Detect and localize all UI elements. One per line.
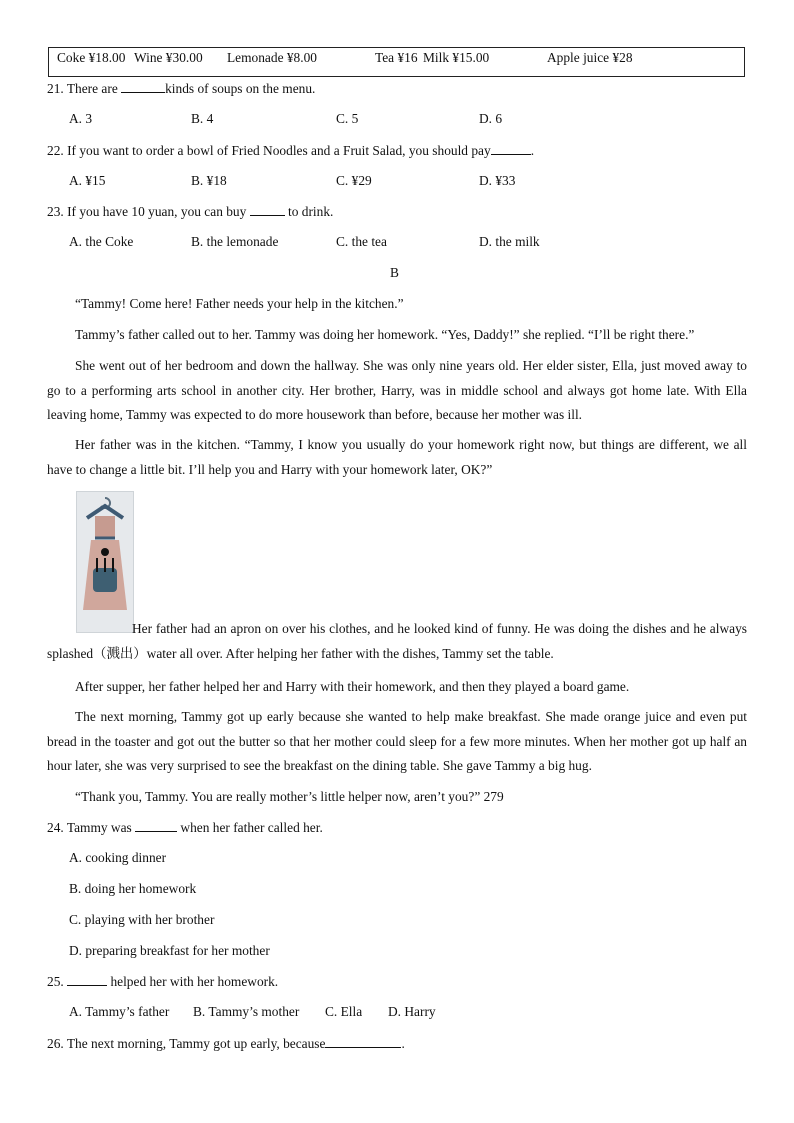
section-heading: B [390, 265, 399, 280]
question-23: 23. If you have 10 yuan, you can buy to drink. [47, 204, 334, 219]
q25-option-a[interactable]: A. Tammy’s father [69, 1004, 170, 1019]
q25-option-d[interactable]: D. Harry [388, 1004, 436, 1019]
q23-option-a[interactable]: A. the Coke [69, 234, 134, 249]
q22-option-d[interactable]: D. ¥33 [479, 173, 516, 188]
q24-option-c[interactable]: C. playing with her brother [69, 912, 215, 927]
question-24: 24. Tammy was when her father called her. [47, 820, 323, 835]
apron-illustration [77, 492, 133, 632]
q21-option-b[interactable]: B. 4 [191, 111, 214, 126]
q22-option-b[interactable]: B. ¥18 [191, 173, 227, 188]
passage-paragraph-4: Her father was in the kitchen. “Tammy, I know you usually do your homework right now, but things are different, we all have to change a little bit. I’ll help you and Harry with your homework later, OK?” [47, 437, 747, 477]
answer-blank[interactable] [135, 819, 177, 832]
passage-paragraph-8: “Thank you, Tammy. You are really mother’s little helper now, aren’t you?” 279 [75, 789, 504, 804]
q24-option-a[interactable]: A. cooking dinner [69, 850, 167, 865]
q24-option-b[interactable]: B. doing her homework [69, 881, 197, 896]
q25-option-b[interactable]: B. Tammy’s mother [193, 1004, 300, 1019]
menu-price-box [48, 47, 745, 77]
passage-paragraph-5: Her father had an apron on over his clothes, and he looked kind of funny. He was doing the dishes and he always splashed（溅出）water all over. After helping her father with the dishes, Tammy set the table. [47, 621, 747, 661]
q23-option-c[interactable]: C. the tea [336, 234, 387, 249]
question-25: 25. helped her with her homework. [47, 974, 279, 989]
answer-blank[interactable] [121, 80, 165, 93]
price-wine: Wine ¥30.00 [134, 50, 203, 65]
q24-option-d[interactable]: D. preparing breakfast for her mother [69, 943, 270, 958]
question-26: 26. The next morning, Tammy got up early, because . [47, 1036, 405, 1051]
q21-option-d[interactable]: D. 6 [479, 111, 503, 126]
passage-paragraph-7: The next morning, Tammy got up early because she wanted to help make breakfast. She made orange juice and even put bread in the toaster and got out the butter so that her mother could sleep for a few more minutes. When her mother got up half an hour later, she was very surprised to see the breakfast on the dining table. She gave Tammy a big hug. [47, 709, 747, 773]
price-tea: Tea ¥16 [375, 50, 418, 65]
passage-paragraph-6: After supper, her father helped her and Harry with their homework, and then they played a board game. [75, 679, 630, 694]
q22-option-a[interactable]: A. ¥15 [69, 173, 106, 188]
q22-option-c[interactable]: C. ¥29 [336, 173, 372, 188]
price-lemonade: Lemonade ¥8.00 [227, 50, 317, 65]
question-21: 21. There are kinds of soups on the menu. [47, 81, 316, 96]
q21-option-c[interactable]: C. 5 [336, 111, 359, 126]
passage-paragraph-1: “Tammy! Come here! Father needs your help in the kitchen.” [75, 296, 404, 311]
apron-image [76, 491, 134, 633]
answer-blank[interactable] [325, 1035, 401, 1048]
price-apple-juice: Apple juice ¥28 [547, 50, 633, 65]
q25-option-c[interactable]: C. Ella [325, 1004, 363, 1019]
q23-option-d[interactable]: D. the milk [479, 234, 540, 249]
price-milk: Milk ¥15.00 [423, 50, 490, 65]
passage-paragraph-2: Tammy’s father called out to her. Tammy was doing her homework. “Yes, Daddy!” she replied. “I’ll be right there.” [75, 327, 695, 342]
answer-blank[interactable] [67, 973, 107, 986]
passage-paragraph-3: She went out of her bedroom and down the hallway. She was only nine years old. Her elder sister, Ella, just moved away to go to a performing arts school in another city. Her brother, Harry, was in middle school and always got home late. With Ella leaving home, Tammy was expected to do more housework than before, because her mother was ill. [47, 358, 747, 422]
q23-option-b[interactable]: B. the lemonade [191, 234, 279, 249]
q21-option-a[interactable]: A. 3 [69, 111, 93, 126]
price-coke: Coke ¥18.00 [57, 50, 126, 65]
answer-blank[interactable] [491, 142, 531, 155]
question-22: 22. If you want to order a bowl of Fried Noodles and a Fruit Salad, you should pay . [47, 143, 535, 158]
answer-blank[interactable] [250, 203, 285, 216]
